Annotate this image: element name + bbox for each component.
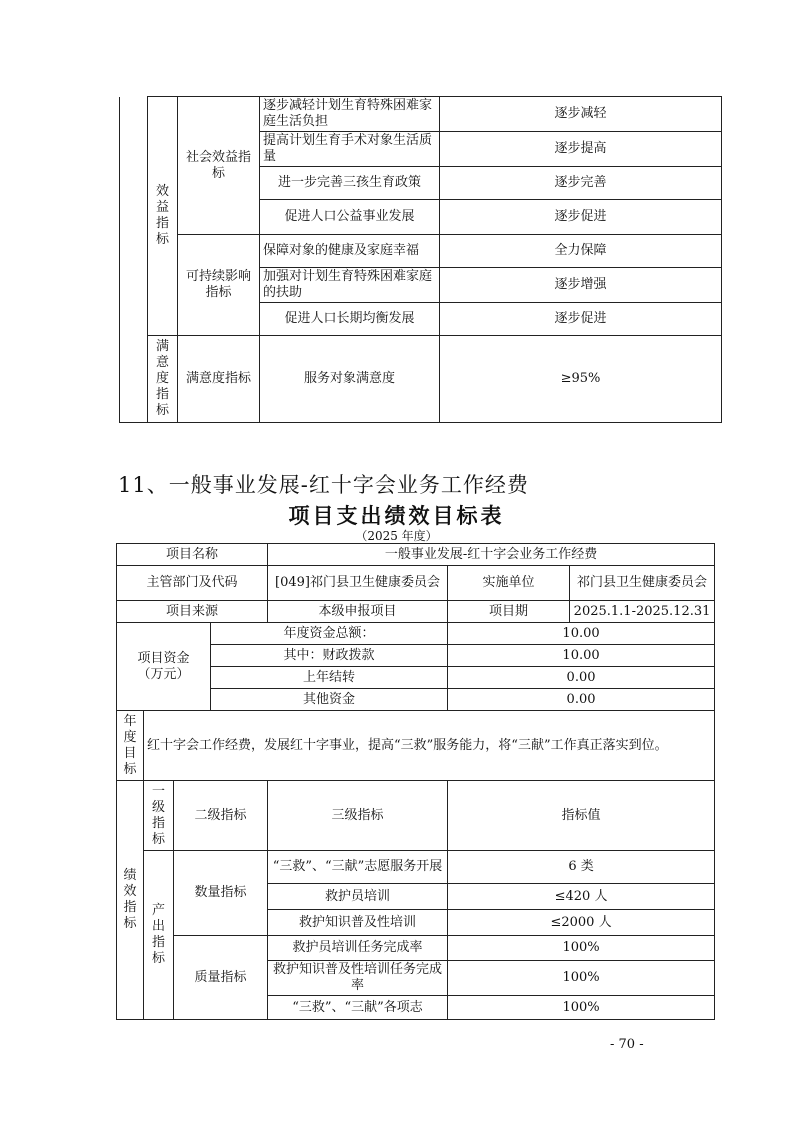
page-number: - 70 -	[610, 1037, 644, 1052]
indicator-cell: “三救”、“三献”志愿服务开展	[268, 851, 448, 884]
fund-item-label: 年度资金总额：	[211, 623, 448, 645]
level1-benefit: 效益指标	[148, 97, 178, 336]
indicator-cell: 促进人口公益事业发展	[260, 200, 440, 235]
value-cell: 全力保障	[440, 235, 722, 268]
source-label: 项目来源	[117, 601, 268, 623]
fund-item-value: 0.00	[448, 689, 715, 711]
value-cell: 逐步减轻	[440, 97, 722, 132]
quantity-label: 数量指标	[174, 851, 268, 936]
fund-item-value: 0.00	[448, 667, 715, 689]
impl-value: 祁门县卫生健康委员会	[570, 566, 715, 601]
value-cell: ≤420 人	[448, 884, 715, 910]
indicator-cell: 救护员培训任务完成率	[268, 936, 448, 961]
value-cell: ≤2000 人	[448, 910, 715, 936]
value-cell: 100%	[448, 996, 715, 1020]
value-cell: ≥95%	[440, 336, 722, 423]
level1-satisfaction: 满意度指标	[148, 336, 178, 423]
value-cell: 逐步提高	[440, 132, 722, 167]
table-title: 项目支出绩效目标表	[288, 504, 505, 528]
header-value: 指标值	[448, 781, 715, 851]
fund-item-value: 10.00	[448, 645, 715, 667]
indicator-cell: 逐步减轻计划生育特殊困难家庭生活负担	[260, 97, 440, 132]
value-cell: 逐步增强	[440, 268, 722, 303]
fund-item-value: 10.00	[448, 623, 715, 645]
period-value: 2025.1.1-2025.12.31	[570, 601, 715, 623]
header-level3: 三级指标	[268, 781, 448, 851]
value-cell: 100%	[448, 936, 715, 961]
indicator-cell: 救护员培训	[268, 884, 448, 910]
fund-label: 项目资金 （万元）	[117, 623, 211, 711]
table-year: （2025 年度）	[355, 529, 438, 543]
indicator-cell: “三救”、“三献”各项志	[268, 996, 448, 1020]
project-name: 一般事业发展-红十字会业务工作经费	[268, 544, 715, 566]
benefit-indicators-table	[119, 96, 722, 423]
satisfaction-label: 满意度指标	[178, 336, 260, 423]
fund-item-label: 上年结转	[211, 667, 448, 689]
indicator-cell: 保障对象的健康及家庭幸福	[260, 235, 440, 268]
header-level1: 一级指标	[144, 781, 174, 851]
impl-label: 实施单位	[448, 566, 570, 601]
value-cell: 逐步促进	[440, 303, 722, 336]
indicator-cell: 服务对象满意度	[260, 336, 440, 423]
value-cell: 6 类	[448, 851, 715, 884]
quality-label: 质量指标	[174, 936, 268, 1020]
period-label: 项目期	[448, 601, 570, 623]
header-level2: 二级指标	[174, 781, 268, 851]
value-cell: 逐步促进	[440, 200, 722, 235]
source-value: 本级申报项目	[268, 601, 448, 623]
section-heading: 11、一般事业发展-红十字会业务工作经费	[118, 473, 529, 497]
goal-label: 年度目标	[117, 711, 144, 781]
value-cell: 100%	[448, 961, 715, 996]
social-benefit-label: 社会效益指标	[178, 97, 260, 235]
perf-label: 绩效指标	[117, 781, 144, 1020]
fund-item-label: 其他资金	[211, 689, 448, 711]
indicator-cell: 救护知识普及性培训任务完成率	[268, 961, 448, 996]
indicator-cell: 加强对计划生育特殊困难家庭的扶助	[260, 268, 440, 303]
indicator-cell: 进一步完善三孩生育政策	[260, 167, 440, 200]
fund-item-label: 其中：财政拨款	[211, 645, 448, 667]
project-name-label: 项目名称	[117, 544, 268, 566]
indicator-cell: 救护知识普及性培训	[268, 910, 448, 936]
output-label: 产出指标	[144, 851, 174, 1020]
value-cell: 逐步完善	[440, 167, 722, 200]
blank-column	[120, 97, 148, 423]
indicator-cell: 促进人口长期均衡发展	[260, 303, 440, 336]
dept-label: 主管部门及代码	[117, 566, 268, 601]
indicator-cell: 提高计划生育手术对象生活质量	[260, 132, 440, 167]
sustain-label: 可持续影响指标	[178, 235, 260, 336]
performance-target-table	[116, 543, 715, 1020]
goal-text: 红十字会工作经费，发展红十字事业，提高“三救”服务能力，将“三献”工作真正落实到位。	[144, 711, 715, 781]
dept-value: [049]祁门县卫生健康委员会	[268, 566, 448, 601]
